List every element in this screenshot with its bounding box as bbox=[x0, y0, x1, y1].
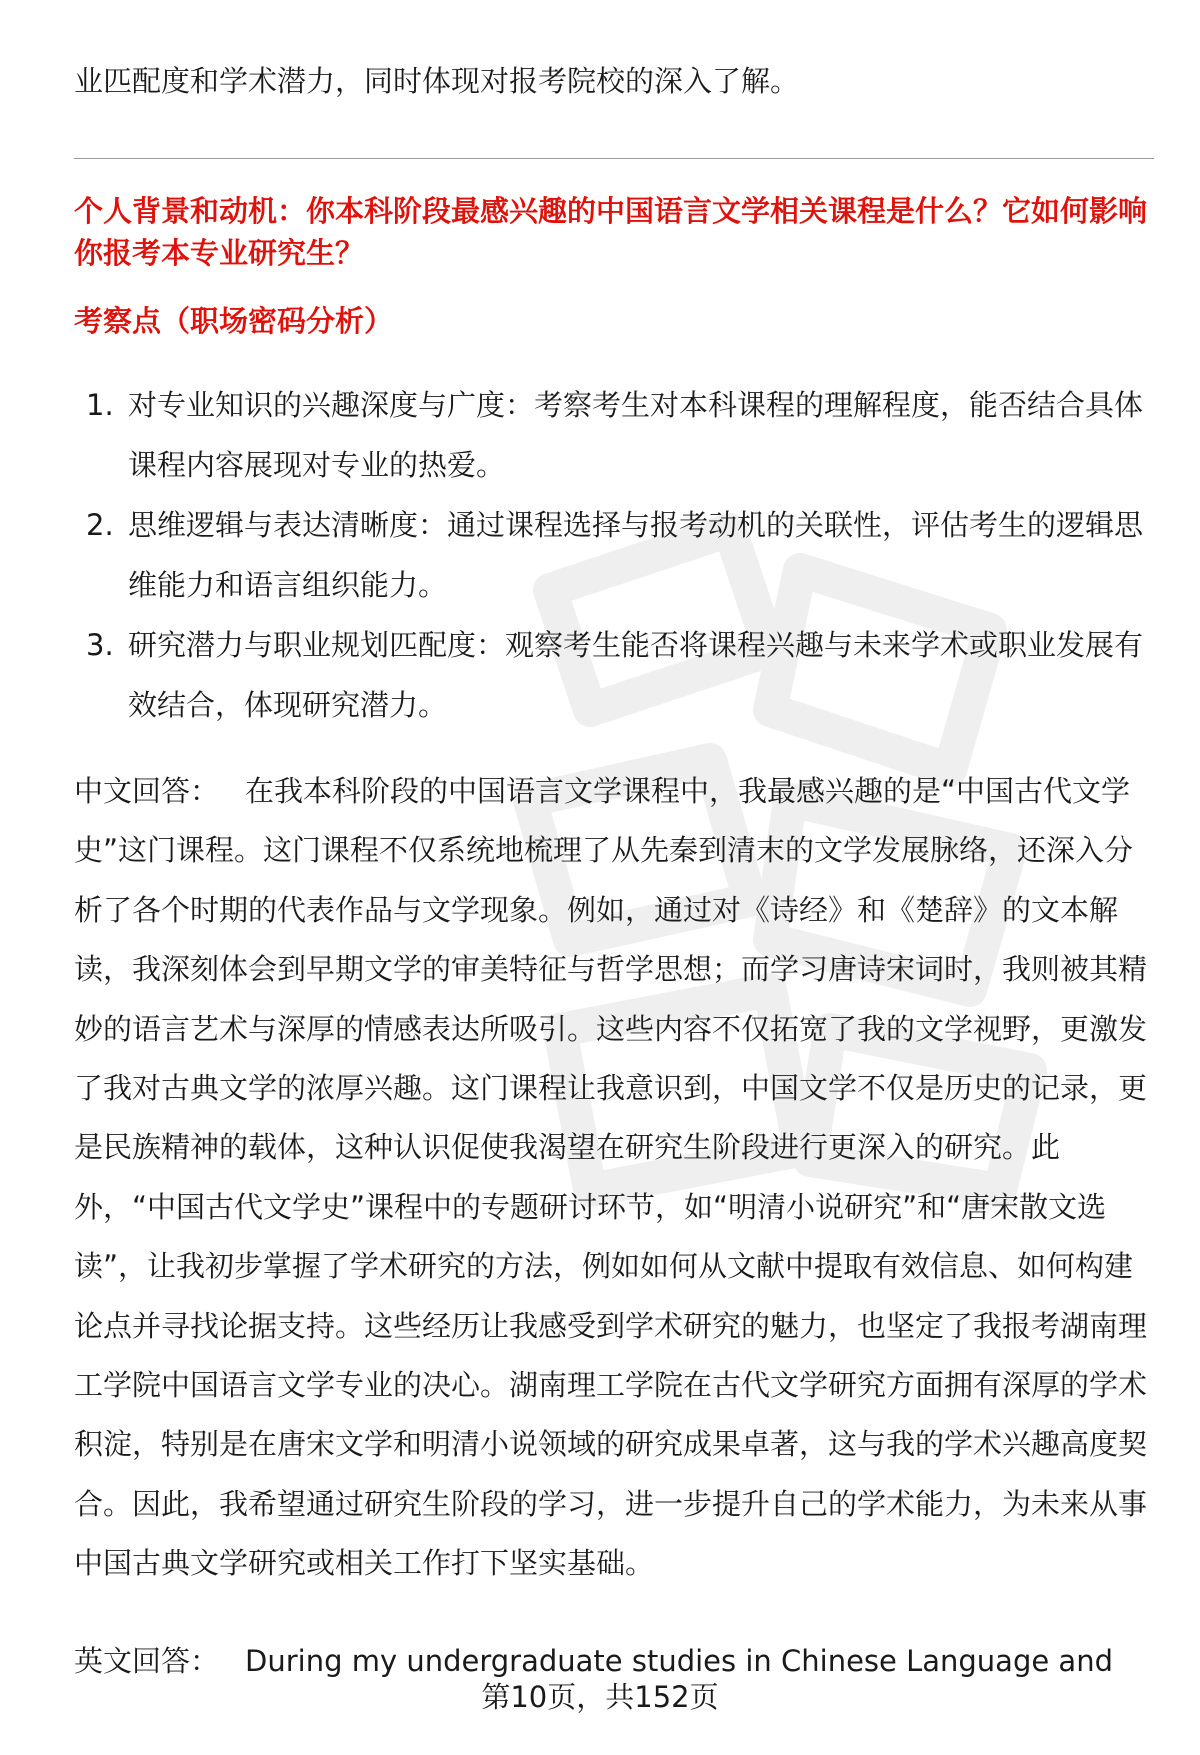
list-item-number: 1. bbox=[86, 388, 114, 422]
interview-question: 个人背景和动机：你本科阶段最感兴趣的中国语言文学相关课程是什么？它如何影响你报考本专业研究生？ bbox=[74, 194, 1148, 270]
list-item bbox=[74, 615, 1154, 735]
list-item-text: 研究潜力与职业规划匹配度：观察考生能否将课程兴趣与未来学术或职业发展有效结合，体现研究潜力。 bbox=[128, 628, 1144, 722]
list-item-number: 2. bbox=[86, 508, 114, 542]
list-item-text: 思维逻辑与表达清晰度：通过课程选择与报考动机的关联性，评估考生的逻辑思维能力和语言组织能力。 bbox=[128, 508, 1144, 602]
english-answer-text: During my undergraduate studies in Chinese Language and bbox=[245, 1644, 1113, 1678]
list-item bbox=[74, 375, 1154, 495]
assessment-points-list bbox=[74, 375, 1154, 735]
chinese-answer-label: 中文回答： bbox=[74, 774, 220, 808]
list-item-number: 3. bbox=[86, 628, 114, 662]
page-footer: 第10页，共152页 bbox=[481, 1680, 719, 1714]
chinese-answer-text: 在我本科阶段的中国语言文学课程中，我最感兴趣的是“中国古代文学史”这门课程。这门课程不仅系统地梳理了从先秦到清末的文学发展脉络，还深入分析了各个时期的代表作品与文学现象。例如，通过对《诗经》和《楚辞》的文本解读，我深刻体会到早期文学的审美特征与哲学思想；而学习唐诗宋词时，我则被其精妙的语言艺术与深厚的情感表达所吸引。这些内容不仅拓宽了我的文学视野，更激发了我对古典文学的浓厚兴趣。这门课程让我意识到，中国文学不仅是历史的记录，更是民族精神的载体，这种认识促使我渴望在研究生阶段进行更深入的研究。此外，“中国古代文学史”课程中的专题研讨环节，如“明清小说研究”和“唐宋散文选读”，让我初步掌握了学术研究的方法，例如如何从文献中提取有效信息、如何构建论点并寻找论据支持。这些经历让我感受到学术研究的魅力，也坚定了我报考湖南理工学院中国语言文学专业的决心。湖南理工学院在古代文学研究方面拥有深厚的学术积淀，特别是在唐宋文学和明清小说领域的研究成果卓著，这与我的学术兴趣高度契合。因此，我希望通过研究生阶段的学习，进一步提升自己的学术能力，为未来从事中国古典文学研究或相关工作打下坚实基础。 bbox=[74, 774, 1148, 1581]
list-item bbox=[74, 495, 1154, 615]
english-answer-label: 英文回答： bbox=[74, 1644, 220, 1678]
section-divider bbox=[74, 158, 1154, 159]
chinese-answer bbox=[74, 762, 1154, 1594]
intro-continuation: 业匹配度和学术潜力，同时体现对报考院校的深入了解。 bbox=[74, 64, 800, 98]
section-heading: 考察点（职场密码分析） bbox=[74, 304, 394, 338]
list-item-text: 对专业知识的兴趣深度与广度：考察考生对本科课程的理解程度，能否结合具体课程内容展现对专业的热爱。 bbox=[128, 388, 1144, 482]
